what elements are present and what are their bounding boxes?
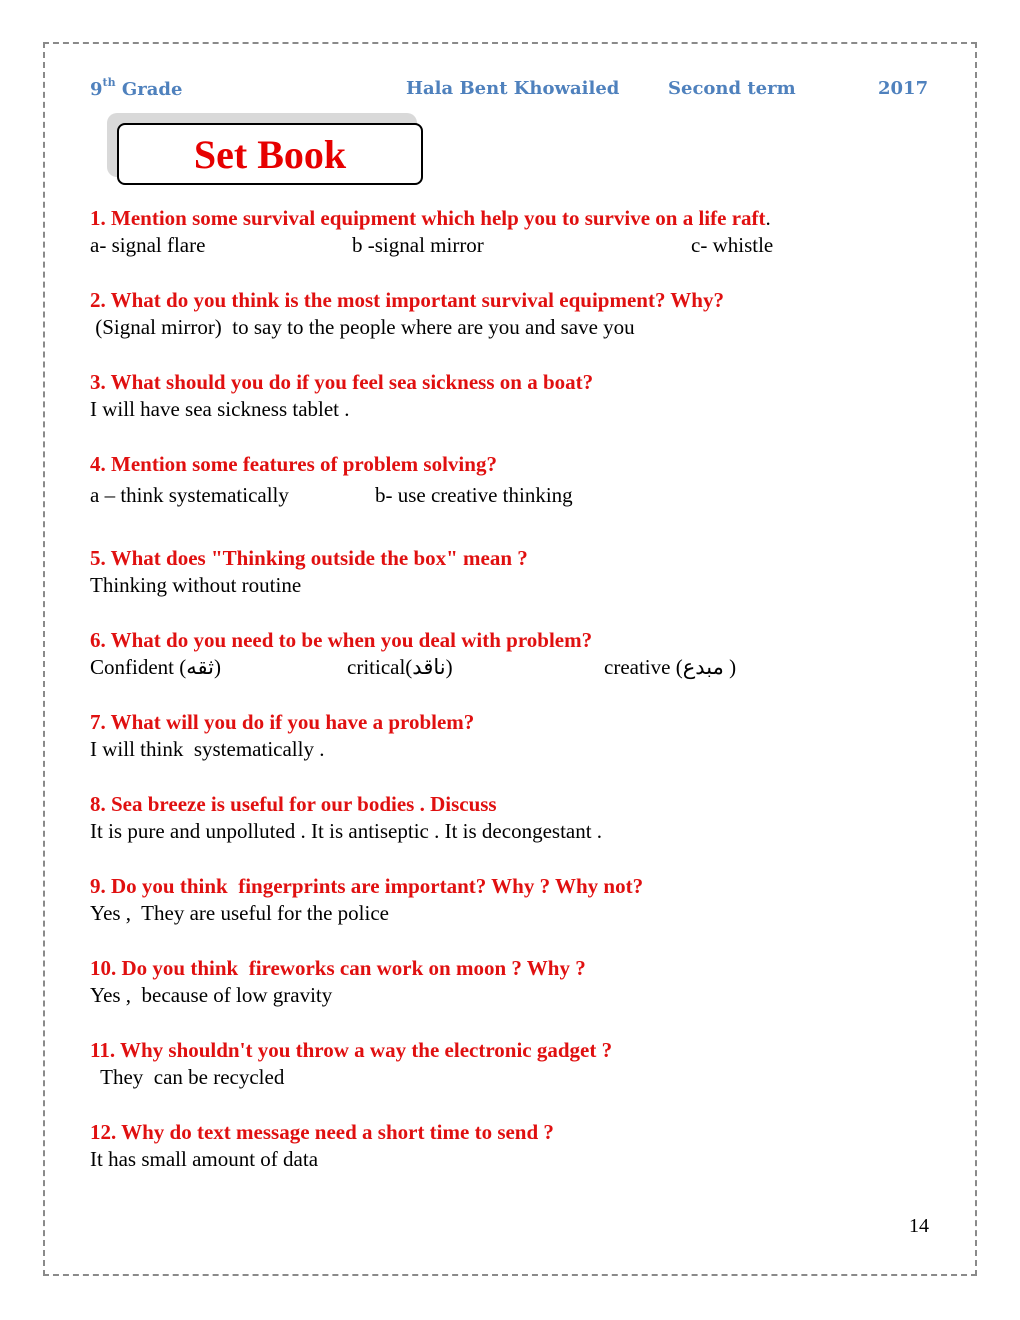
question-5: 5. What does "Thinking outside the box" mean ? (90, 546, 528, 570)
header-author: Hala Bent Khowailed (406, 78, 620, 99)
answer-2: (Signal mirror) to say to the people where are you and save you (90, 315, 635, 339)
question-9: 9. Do you think fingerprints are important? Why ? Why not? (90, 874, 644, 898)
qa-item-5 (90, 544, 930, 598)
qa-item-4 (90, 450, 930, 508)
qa-item-3 (90, 368, 930, 422)
answer-1c: c- whistle (691, 233, 774, 257)
question-12: 12. Why do text message need a short time to send ? (90, 1120, 554, 1144)
page-number: 14 (909, 1215, 929, 1237)
question-3: 3. What should you do if you feel sea sickness on a boat? (90, 370, 594, 394)
header-year: 2017 (878, 78, 929, 99)
qa-item-12 (90, 1118, 930, 1172)
question-7: 7. What will you do if you have a problem? (90, 710, 475, 734)
answer-6b: critical(ناقد) (347, 655, 453, 679)
answer-4b: b- use creative thinking (375, 483, 573, 507)
answer-9: Yes , They are useful for the police (90, 901, 389, 925)
answer-7: I will think systematically . (90, 737, 325, 761)
qa-item-9 (90, 872, 930, 926)
answer-6a: Confident (ثقه) (90, 655, 221, 679)
qa-item-11 (90, 1036, 930, 1090)
question-11: 11. Why shouldn't you throw a way the electronic gadget ? (90, 1038, 613, 1062)
question-4: 4. Mention some features of problem solving? (90, 452, 497, 476)
question-6: 6. What do you need to be when you deal with problem? (90, 628, 593, 652)
question-10: 10. Do you think fireworks can work on moon ? Why ? (90, 956, 586, 980)
answer-4a: a – think systematically (90, 483, 289, 507)
answer-1b: b -signal mirror (352, 233, 484, 257)
qa-item-2 (90, 286, 930, 340)
answer-1a: a- signal flare (90, 233, 206, 257)
answer-4 (90, 482, 930, 508)
answer-5: Thinking without routine (90, 573, 302, 597)
question-8: 8. Sea breeze is useful for our bodies . Discuss (90, 792, 497, 816)
answer-11: They can be recycled (90, 1065, 285, 1089)
answer-10: Yes , because of low gravity (90, 983, 333, 1007)
question-1: 1. Mention some survival equipment which help you to survive on a life raft. (90, 206, 771, 230)
qa-item-1 (90, 204, 930, 258)
qa-item-8 (90, 790, 930, 844)
answer-8: It is pure and unpolluted . It is antiseptic . It is decongestant . (90, 819, 603, 843)
answer-12: It has small amount of data (90, 1147, 319, 1171)
answer-6 (90, 654, 930, 680)
question-2: 2. What do you think is the most important survival equipment? Why? (90, 288, 724, 312)
page-title: Set Book (117, 123, 423, 185)
header-term: Second term (668, 78, 796, 99)
answer-1 (90, 232, 930, 258)
answer-3: I will have sea sickness tablet . (90, 397, 350, 421)
qa-list (90, 204, 930, 1172)
qa-item-7 (90, 708, 930, 762)
answer-6c: creative (مبدع ) (604, 655, 737, 679)
header-grade: 9th Grade (90, 76, 183, 100)
qa-item-6 (90, 626, 930, 680)
qa-item-10 (90, 954, 930, 1008)
